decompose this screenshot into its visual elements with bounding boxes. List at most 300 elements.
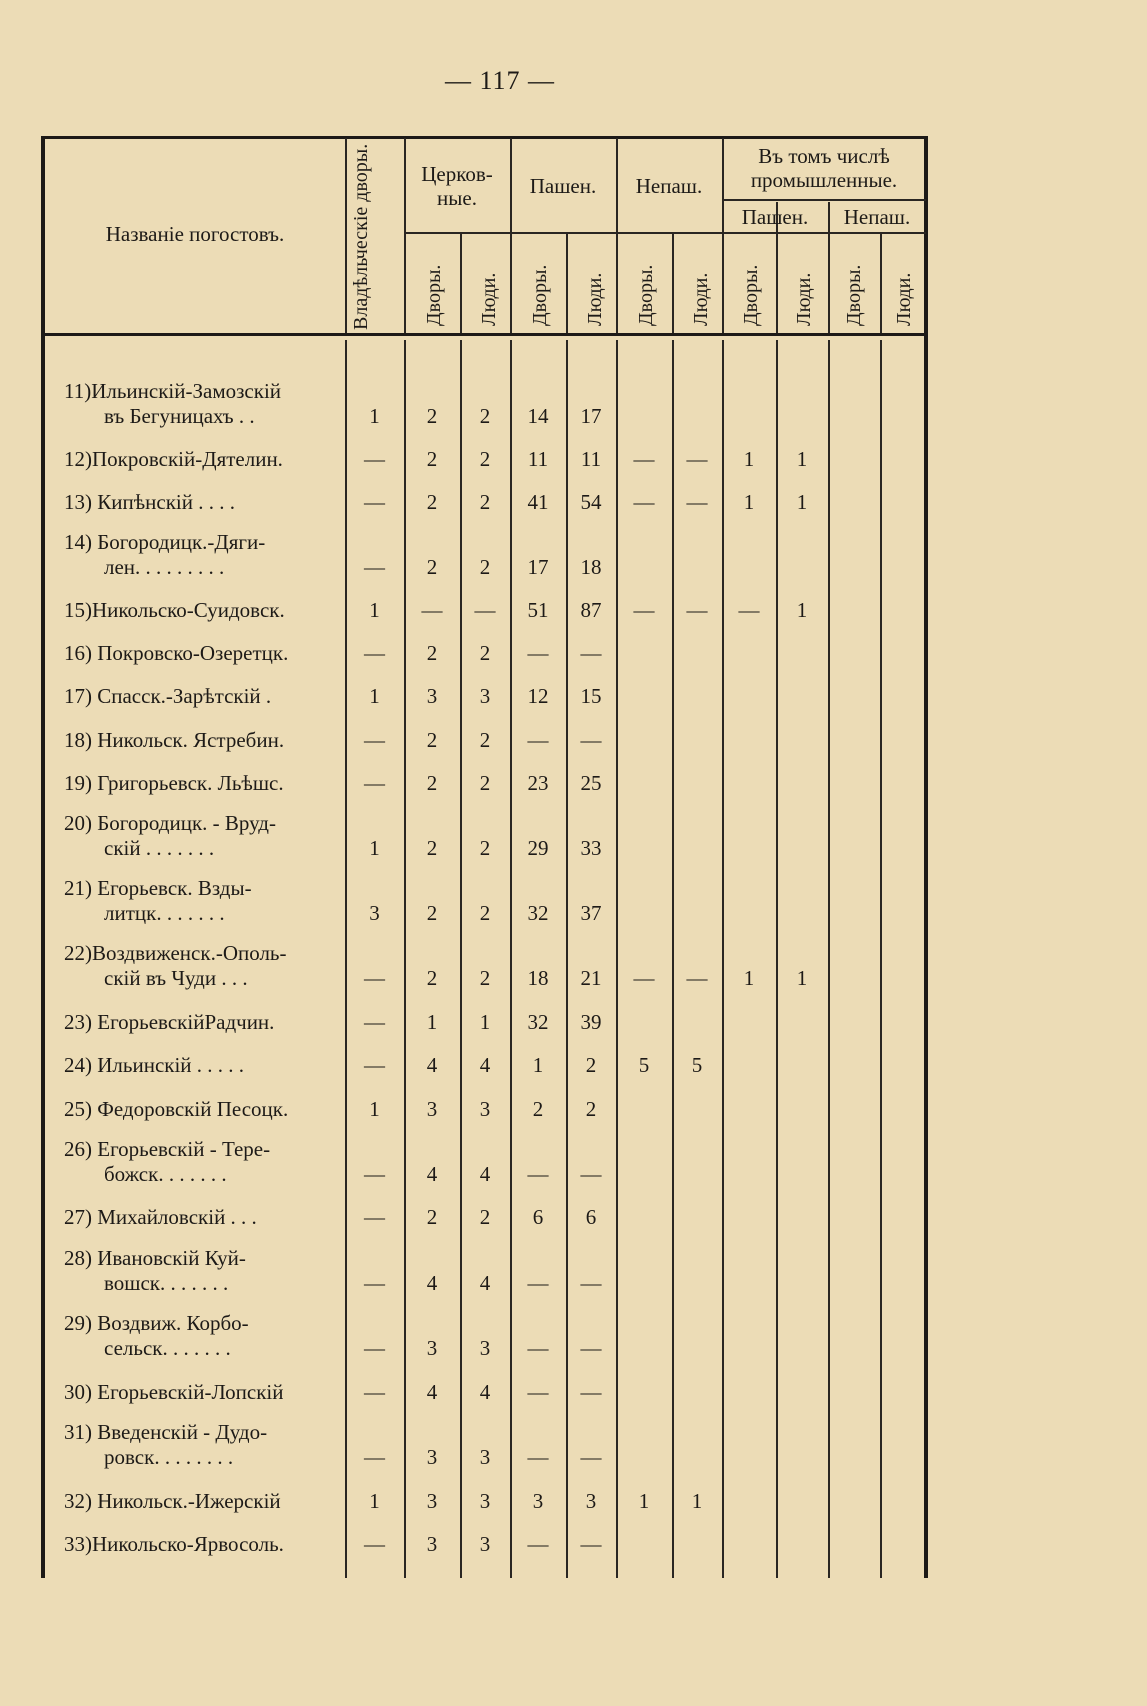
pogost-name-line: 20) Богородицк. - Вруд- <box>64 811 276 835</box>
header-industrial-nonarable-yards: Дворы. <box>843 264 865 326</box>
pogost-name <box>64 1532 336 1557</box>
cell-ia-y: 1 <box>743 490 755 514</box>
cell-ia-p <box>776 641 828 666</box>
cell-na-p <box>672 1271 722 1296</box>
cell-ch-y: 3 <box>426 684 438 708</box>
page-number: — 117 — <box>444 66 556 95</box>
pogost-name-line: 15)Никольско-Суидовск. <box>64 598 285 622</box>
cell-ch-y: 3 <box>426 1097 438 1121</box>
cell-ar-y: 32 <box>527 901 549 925</box>
table-row <box>0 766 1147 796</box>
cell-ar-y: 51 <box>527 598 549 622</box>
cell-ia-p <box>776 1380 828 1405</box>
cell-in-y <box>828 901 880 926</box>
cell-owner: 1 <box>369 836 380 860</box>
cell-ia-p <box>776 684 828 709</box>
cell-owner: — <box>364 1532 385 1556</box>
cell-in-p <box>880 1162 926 1187</box>
cell-na-y <box>616 1205 672 1230</box>
cell-in-p <box>880 447 926 472</box>
cell-na-y <box>616 771 672 796</box>
cell-ch-y: 2 <box>426 901 438 925</box>
pogost-name-line: 26) Егорьевскій - Тере- <box>64 1137 271 1161</box>
cell-in-y <box>828 728 880 753</box>
cell-ch-p: 3 <box>479 684 491 708</box>
cell-ar-y: — <box>527 1380 549 1404</box>
pogost-name <box>64 1053 336 1078</box>
pogost-name-line: 23) ЕгорьевскійРадчин. <box>64 1010 275 1034</box>
cell-na-y <box>616 1271 672 1296</box>
cell-in-y <box>828 1010 880 1035</box>
cell-na-y <box>616 1162 672 1187</box>
table-row <box>0 1240 1147 1296</box>
cell-in-p <box>880 836 926 861</box>
cell-owner: — <box>364 1380 385 1404</box>
pogost-name-line: 19) Григорьевск. Льѣшс. <box>64 771 284 795</box>
cell-ia-p <box>776 1053 828 1078</box>
cell-ar-p: 11 <box>580 447 602 471</box>
table-row <box>0 935 1147 991</box>
header-divider <box>345 138 347 333</box>
cell-ch-p: — <box>474 598 496 622</box>
cell-ar-p: 87 <box>580 598 602 622</box>
table-row <box>0 1200 1147 1230</box>
header-industrial-line1: Въ томъ числѣ <box>758 144 890 168</box>
cell-ia-y <box>722 1336 776 1361</box>
cell-ch-p: 4 <box>479 1271 491 1295</box>
pogost-name-line: 29) Воздвиж. Корбо- <box>64 1311 249 1335</box>
cell-ch-y: 2 <box>426 555 438 579</box>
cell-ia-p <box>776 901 828 926</box>
cell-na-y <box>616 728 672 753</box>
pogost-name-line: 18) Никольск. Ястребин. <box>64 728 285 752</box>
pogost-name <box>64 1010 336 1035</box>
cell-ar-p: 54 <box>580 490 602 514</box>
table-row <box>0 1048 1147 1078</box>
cell-in-p <box>880 1532 926 1557</box>
cell-ch-y: — <box>421 598 443 622</box>
table-row <box>0 524 1147 580</box>
cell-ch-p: 2 <box>479 490 491 514</box>
pogost-name <box>64 490 336 515</box>
header-name-column: Названіе погостовъ. <box>105 222 285 246</box>
cell-na-p: — <box>686 598 708 622</box>
cell-na-y <box>616 1380 672 1405</box>
cell-in-y <box>828 1205 880 1230</box>
cell-ia-p <box>776 404 828 429</box>
header-divider <box>880 232 882 333</box>
pogost-name-line: 33)Никольско-Ярвосоль. <box>64 1532 284 1556</box>
cell-in-y <box>828 1380 880 1405</box>
cell-ch-p: 2 <box>479 1205 491 1229</box>
cell-ia-y <box>722 1380 776 1405</box>
cell-na-y <box>616 901 672 926</box>
pogost-name-line: 12)Покровскій-Дятелин. <box>64 447 283 471</box>
cell-in-p <box>880 641 926 666</box>
cell-ch-y: 4 <box>426 1053 438 1077</box>
cell-owner: — <box>364 771 385 795</box>
cell-in-y <box>828 447 880 472</box>
table-row <box>0 485 1147 515</box>
cell-na-p <box>672 641 722 666</box>
cell-owner: — <box>364 1336 385 1360</box>
cell-ar-y: — <box>527 1445 549 1469</box>
cell-ch-y: 4 <box>426 1380 438 1404</box>
cell-ia-p <box>776 1097 828 1122</box>
pogost-name-line: 11)Ильинскій-Замозскій <box>64 379 282 403</box>
cell-in-p <box>880 555 926 580</box>
cell-ar-p: — <box>580 1162 602 1186</box>
cell-ar-p: — <box>580 641 602 665</box>
cell-in-y <box>828 1336 880 1361</box>
cell-ch-p: 4 <box>479 1380 491 1404</box>
cell-na-y: — <box>633 966 655 990</box>
cell-ch-p: 2 <box>479 836 491 860</box>
cell-ar-y: — <box>527 1532 549 1556</box>
cell-in-p <box>880 490 926 515</box>
cell-ia-p <box>776 1445 828 1470</box>
cell-ch-p: 4 <box>479 1162 491 1186</box>
cell-na-y: 1 <box>638 1489 650 1513</box>
cell-ia-y <box>722 1097 776 1122</box>
cell-na-y <box>616 555 672 580</box>
cell-ia-p <box>776 771 828 796</box>
cell-ch-p: 3 <box>479 1445 491 1469</box>
cell-in-y <box>828 598 880 623</box>
cell-ia-y <box>722 1532 776 1557</box>
cell-in-p <box>880 966 926 991</box>
cell-ia-y <box>722 1162 776 1187</box>
cell-na-p: — <box>686 447 708 471</box>
cell-ar-p: 3 <box>585 1489 597 1513</box>
header-arable: Пашен. <box>529 174 597 198</box>
table-row <box>0 1484 1147 1514</box>
cell-na-p <box>672 771 722 796</box>
cell-in-p <box>880 728 926 753</box>
cell-ar-p: 39 <box>580 1010 602 1034</box>
cell-ia-y: — <box>738 598 760 622</box>
cell-in-y <box>828 836 880 861</box>
cell-na-y: 5 <box>638 1053 650 1077</box>
cell-in-p <box>880 1271 926 1296</box>
cell-na-p: — <box>686 966 708 990</box>
cell-ar-y: — <box>527 1271 549 1295</box>
cell-ch-y: 4 <box>426 1271 438 1295</box>
cell-in-y <box>828 1271 880 1296</box>
cell-ia-y: 1 <box>743 966 755 990</box>
pogost-name-line: 16) Покровско-Озеретцк. <box>64 641 289 665</box>
cell-ar-y: 3 <box>532 1489 544 1513</box>
pogost-name-line: 21) Егорьевск. Взды- <box>64 876 252 900</box>
cell-ch-y: 2 <box>426 641 438 665</box>
pogost-name-line: въ Бегуницахъ . . <box>104 404 255 428</box>
cell-ia-p <box>776 836 828 861</box>
cell-na-p <box>672 1336 722 1361</box>
cell-ia-y <box>722 1205 776 1230</box>
cell-ia-y <box>722 404 776 429</box>
cell-ar-p: 33 <box>580 836 602 860</box>
cell-in-y <box>828 1445 880 1470</box>
table-row <box>0 1527 1147 1557</box>
cell-na-y <box>616 1336 672 1361</box>
cell-ch-p: 4 <box>479 1053 491 1077</box>
pogost-name <box>64 684 336 709</box>
cell-ar-p: — <box>580 1336 602 1360</box>
cell-na-p <box>672 1445 722 1470</box>
cell-ia-y: 1 <box>743 447 755 471</box>
cell-ch-p: 2 <box>479 641 491 665</box>
cell-ar-y: 17 <box>527 555 549 579</box>
pogost-name <box>64 1420 336 1470</box>
header-divider <box>722 199 926 201</box>
header-industrial-arable: Пашен. <box>741 205 809 229</box>
cell-in-p <box>880 1205 926 1230</box>
cell-na-p <box>672 836 722 861</box>
cell-in-p <box>880 901 926 926</box>
cell-ar-y: 11 <box>527 447 549 471</box>
cell-owner: — <box>364 728 385 752</box>
cell-na-p <box>672 684 722 709</box>
cell-ar-y: 32 <box>527 1010 549 1034</box>
header-industrial-arable-yards: Дворы. <box>740 264 762 326</box>
cell-ch-p: 1 <box>479 1010 491 1034</box>
pogost-name <box>64 1246 336 1296</box>
cell-ia-y <box>722 771 776 796</box>
cell-ch-y: 4 <box>426 1162 438 1186</box>
cell-ia-p <box>776 1532 828 1557</box>
cell-in-y <box>828 641 880 666</box>
cell-owner: — <box>364 966 385 990</box>
cell-ar-p: 6 <box>585 1205 597 1229</box>
cell-na-y <box>616 836 672 861</box>
pogost-name <box>64 1311 336 1361</box>
cell-ar-y: 23 <box>527 771 549 795</box>
cell-na-p <box>672 728 722 753</box>
cell-na-p <box>672 1205 722 1230</box>
cell-ch-y: 2 <box>426 771 438 795</box>
header-nonarable-people: Люди. <box>690 272 712 326</box>
cell-owner: 3 <box>369 901 380 925</box>
cell-ar-p: 2 <box>585 1097 597 1121</box>
pogost-name-line: лен. . . . . . . . . <box>104 555 225 579</box>
cell-na-p <box>672 1532 722 1557</box>
pogost-name <box>64 771 336 796</box>
pogost-name-line: скій . . . . . . . <box>104 836 215 860</box>
pogost-name <box>64 598 336 623</box>
pogost-name-line: 14) Богородицк.-Дяги- <box>64 530 266 554</box>
cell-ia-y <box>722 901 776 926</box>
cell-owner: — <box>364 490 385 514</box>
cell-in-y <box>828 1532 880 1557</box>
cell-ia-y <box>722 555 776 580</box>
header-divider <box>510 138 512 333</box>
cell-ch-y: 2 <box>426 490 438 514</box>
cell-in-y <box>828 1097 880 1122</box>
cell-ar-p: 15 <box>580 684 602 708</box>
header-divider <box>616 138 618 333</box>
cell-in-p <box>880 1010 926 1035</box>
cell-owner: 1 <box>369 598 380 622</box>
cell-in-p <box>880 598 926 623</box>
cell-owner: — <box>364 1205 385 1229</box>
pogost-name-line: ровск. . . . . . . . <box>104 1445 234 1469</box>
pogost-name <box>64 728 336 753</box>
table-row <box>0 679 1147 709</box>
header-nonarable: Непаш. <box>635 174 703 198</box>
cell-in-p <box>880 404 926 429</box>
cell-ar-y: 1 <box>532 1053 544 1077</box>
header-divider <box>672 232 674 333</box>
cell-ch-y: 2 <box>426 966 438 990</box>
cell-ia-p: 1 <box>796 490 808 514</box>
cell-owner: — <box>364 555 385 579</box>
pogost-name <box>64 941 336 991</box>
cell-na-y <box>616 641 672 666</box>
table-row <box>0 1092 1147 1122</box>
cell-na-y: — <box>633 490 655 514</box>
table-row <box>0 636 1147 666</box>
pogost-name-line: 31) Введенскій - Дудо- <box>64 1420 268 1444</box>
header-church-line1: Церков- <box>421 162 493 186</box>
cell-in-p <box>880 1445 926 1470</box>
cell-owner: — <box>364 641 385 665</box>
cell-na-y <box>616 404 672 429</box>
cell-ch-y: 3 <box>426 1336 438 1360</box>
cell-na-p <box>672 555 722 580</box>
cell-owner: 1 <box>369 684 380 708</box>
header-divider <box>566 232 568 333</box>
pogost-name-line: 22)Воздвиженск.-Ополь- <box>64 941 287 965</box>
cell-ar-y: — <box>527 1162 549 1186</box>
cell-ar-y: 18 <box>527 966 549 990</box>
cell-ia-p <box>776 728 828 753</box>
cell-ar-y: 2 <box>532 1097 544 1121</box>
cell-ar-p: — <box>580 1532 602 1556</box>
cell-ia-y <box>722 1489 776 1514</box>
pogost-name <box>64 641 336 666</box>
pogost-name <box>64 1097 336 1122</box>
cell-ch-p: 3 <box>479 1532 491 1556</box>
cell-na-p <box>672 1097 722 1122</box>
cell-in-p <box>880 1336 926 1361</box>
header-nonarable-yards: Дворы. <box>635 264 657 326</box>
cell-ia-p <box>776 1489 828 1514</box>
pogost-name-line: сельск. . . . . . . <box>104 1336 231 1360</box>
header-divider <box>722 232 926 234</box>
cell-na-p <box>672 1162 722 1187</box>
cell-owner: 1 <box>369 404 380 428</box>
cell-ia-y <box>722 728 776 753</box>
pogost-name-line: литцк. . . . . . . <box>104 901 225 925</box>
cell-in-p <box>880 1489 926 1514</box>
header-bottom-rule <box>41 333 928 336</box>
cell-na-p <box>672 1380 722 1405</box>
table-row <box>0 1305 1147 1361</box>
cell-ia-y <box>722 1271 776 1296</box>
cell-in-y <box>828 1162 880 1187</box>
header-industrial-arable-people: Люди. <box>793 272 815 326</box>
cell-owner: — <box>364 1053 385 1077</box>
cell-ch-y: 2 <box>426 404 438 428</box>
table-row <box>0 593 1147 623</box>
pogost-name-line: вошск. . . . . . . <box>104 1271 229 1295</box>
pogost-name-line: 17) Спасск.-Зарѣтскій . <box>64 684 272 708</box>
header-divider <box>404 232 722 234</box>
header-owner-yards: Владѣльческіе дворы. <box>350 143 372 330</box>
cell-na-y: — <box>633 598 655 622</box>
cell-in-y <box>828 1489 880 1514</box>
header-arable-yards: Дворы. <box>529 264 551 326</box>
cell-ia-y <box>722 1445 776 1470</box>
pogost-name <box>64 530 336 580</box>
pogost-name <box>64 1137 336 1187</box>
pogost-name-line: божск. . . . . . . <box>104 1162 227 1186</box>
cell-owner: — <box>364 1445 385 1469</box>
cell-ch-p: 2 <box>479 901 491 925</box>
table-row <box>0 723 1147 753</box>
table-row <box>0 442 1147 472</box>
cell-ar-p: — <box>580 1445 602 1469</box>
cell-na-p <box>672 1010 722 1035</box>
cell-ch-p: 2 <box>479 771 491 795</box>
header-divider <box>460 232 462 333</box>
cell-ch-y: 3 <box>426 1532 438 1556</box>
cell-ch-p: 3 <box>479 1489 491 1513</box>
pogost-name-line: 13) Кипѣнскій . . . . <box>64 490 235 514</box>
cell-owner: — <box>364 1010 385 1034</box>
cell-in-y <box>828 771 880 796</box>
cell-ch-y: 3 <box>426 1489 438 1513</box>
cell-ar-y: — <box>527 728 549 752</box>
cell-ar-p: 21 <box>580 966 602 990</box>
cell-ar-p: — <box>580 1271 602 1295</box>
cell-ar-p: 18 <box>580 555 602 579</box>
pogost-name-line: скій въ Чуди . . . <box>104 966 248 990</box>
cell-ia-p <box>776 1336 828 1361</box>
cell-owner: 1 <box>369 1489 380 1513</box>
pogost-name-line: 24) Ильинскій . . . . . <box>64 1053 245 1077</box>
cell-in-p <box>880 1380 926 1405</box>
cell-in-y <box>828 966 880 991</box>
table-row <box>0 1005 1147 1035</box>
cell-ch-y: 3 <box>426 1445 438 1469</box>
pogost-name-line: 32) Никольск.-Ижерскій <box>64 1489 281 1513</box>
cell-na-y <box>616 1097 672 1122</box>
pogost-name-line: 25) Федоровскій Песоцк. <box>64 1097 289 1121</box>
table-row <box>0 1414 1147 1470</box>
cell-ar-p: 37 <box>580 901 602 925</box>
cell-in-y <box>828 555 880 580</box>
table-row <box>0 373 1147 429</box>
cell-na-p <box>672 404 722 429</box>
header-industrial-nonarable-people: Люди. <box>893 272 915 326</box>
pogost-name <box>64 1489 336 1514</box>
cell-ia-p <box>776 1162 828 1187</box>
cell-ia-y <box>722 1010 776 1035</box>
pogost-name <box>64 1205 336 1230</box>
cell-ch-p: 3 <box>479 1336 491 1360</box>
cell-owner: — <box>364 1162 385 1186</box>
cell-owner: 1 <box>369 1097 380 1121</box>
pogost-name <box>64 811 336 861</box>
cell-in-y <box>828 404 880 429</box>
cell-ia-y <box>722 1053 776 1078</box>
table-row <box>0 805 1147 861</box>
table-row <box>0 1131 1147 1187</box>
cell-ar-y: 41 <box>527 490 549 514</box>
cell-ia-p: 1 <box>796 598 808 622</box>
cell-in-p <box>880 771 926 796</box>
